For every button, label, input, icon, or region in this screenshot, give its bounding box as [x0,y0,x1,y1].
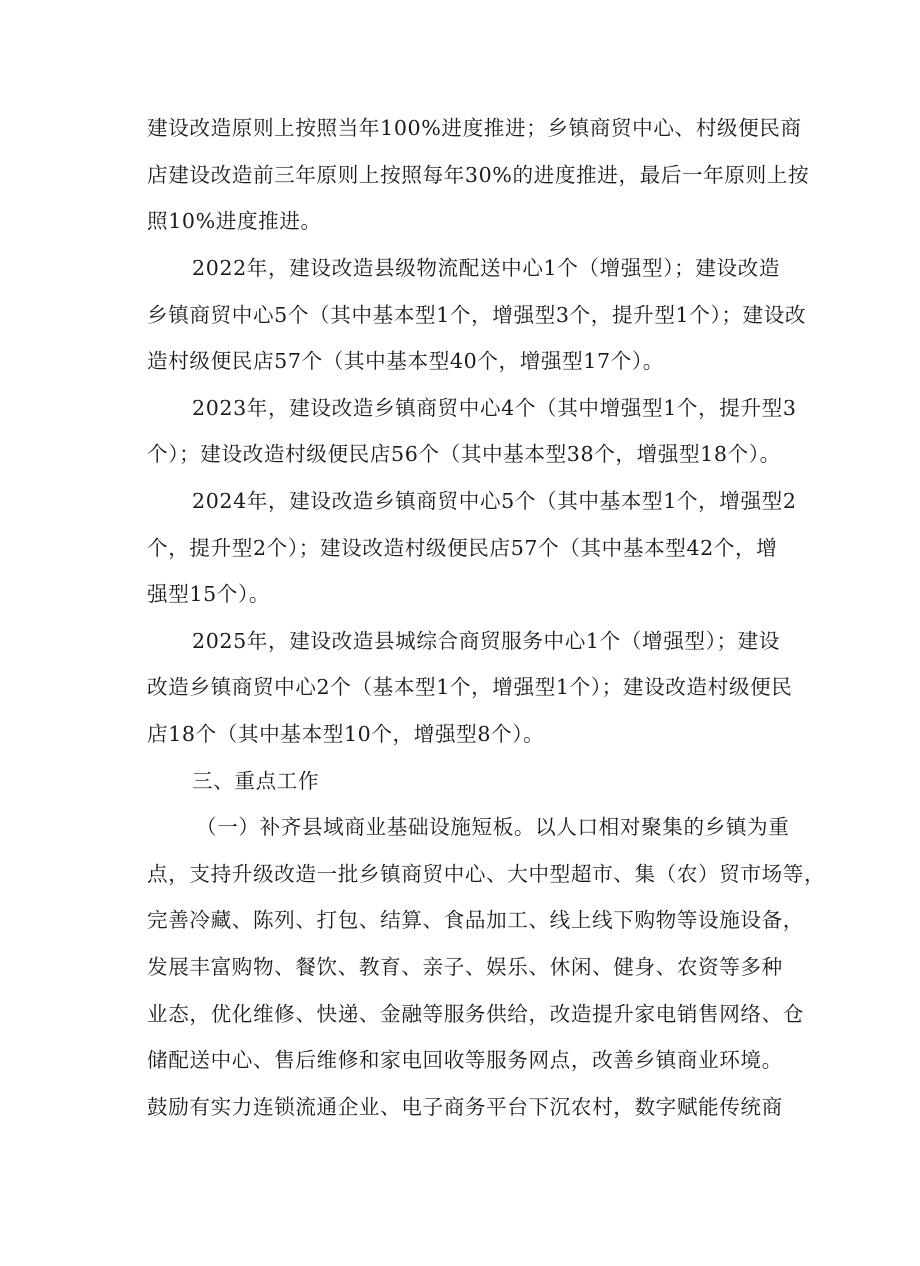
text-line: 发展丰富购物、餐饮、教育、亲子、娱乐、休闲、健身、农资等多种 [147,955,783,979]
text-line: 个）；建设改造村级便民店56个（其中基本型38个，增强型18个）。 [147,442,781,466]
paragraph-2023-start: 2023年，建设改造乡镇商贸中心4个（其中增强型1个，提升型3 [192,396,797,420]
subsection-heading: （一）补齐县域商业基础设施短板。以人口相对聚集的乡镇为重 [196,815,790,839]
text-line: 强型15个）。 [147,582,271,606]
text-line: 鼓励有实力连锁流通企业、电子商务平台下沉农村，数字赋能传统商 [147,1095,783,1119]
text-line: 点，支持升级改造一批乡镇商贸中心、大中型超市、集（农）贸市场等， [147,862,826,886]
text-line: 个，提升型2个）；建设改造村级便民店57个（其中基本型42个，增 [147,536,778,560]
text-line: 建设改造原则上按照当年100%进度推进；乡镇商贸中心、村级便民商 [147,116,802,140]
section-heading: 三、重点工作 [192,769,320,793]
text-line: 照10%进度推进。 [147,209,322,233]
text-line: 改造乡镇商贸中心2个（基本型1个，增强型1个）；建设改造村级便民 [147,675,793,699]
text-line: 乡镇商贸中心5个（其中基本型1个，增强型3个，提升型1个）；建设改 [147,303,807,327]
text-line: 店18个（其中基本型10个，增强型8个）。 [147,722,545,746]
paragraph-2025-start: 2025年，建设改造县城综合商贸服务中心1个（增强型）；建设 [192,629,781,653]
text-line: 储配送中心、售后维修和家电回收等服务网点，改善乡镇商业环境。 [147,1048,783,1072]
text-line: 业态，优化维修、快递、金融等服务供给，改造提升家电销售网络、仓 [147,1002,805,1026]
text-line: 造村级便民店57个（其中基本型40个，增强型17个）。 [147,349,664,373]
paragraph-2022-start: 2022年，建设改造县级物流配送中心1个（增强型）；建设改造 [192,256,781,280]
text-line: 完善冷藏、陈列、打包、结算、食品加工、线上线下购物等设施设备， [147,908,805,932]
paragraph-2024-start: 2024年，建设改造乡镇商贸中心5个（其中基本型1个，增强型2 [192,489,797,513]
text-line: 店建设改造前三年原则上按照每年30%的进度推进，最后一年原则上按 [147,163,810,187]
